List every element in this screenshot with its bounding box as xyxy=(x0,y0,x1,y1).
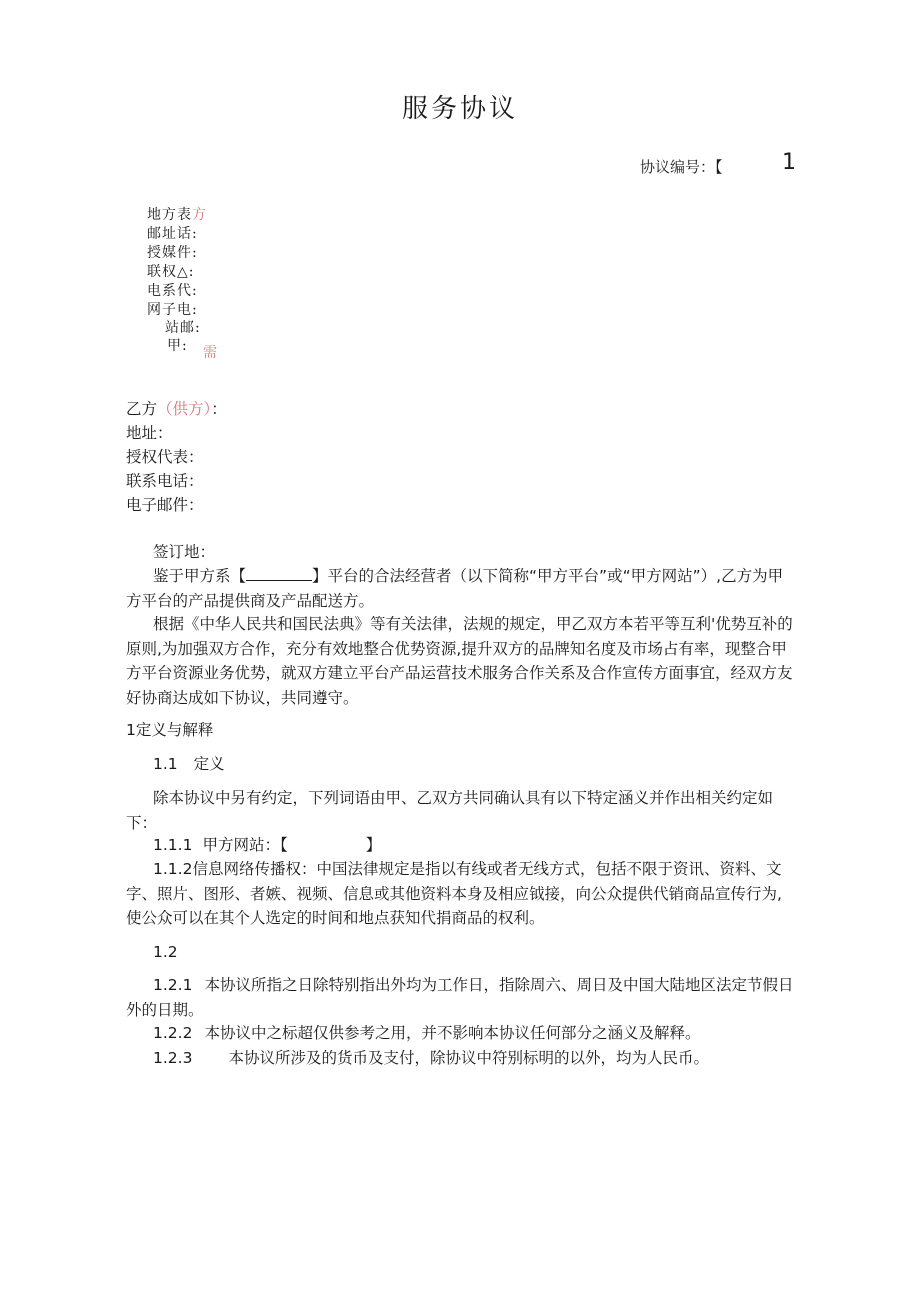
party-a-row-1-text: 地方表 xyxy=(147,207,192,223)
section-1-1-2-text: 信息网络传播权：中国法律规定是指以有线或者无线方式，包括不限于资讯、资料、文字、照片、图形、者嫉、视频、信息或其他资料本身及相应钺接，向公众提供代销商品宣传行为,使公众可以在其个人选定的时间和地点获知代捐商品的权利。 xyxy=(126,860,782,927)
section-1-2-3-text: 本协议所涉及的货币及支付，除协议中符别标明的以外，均为人民币。 xyxy=(228,1049,709,1067)
section-1-1-1-num: 1.1.1 xyxy=(153,836,193,854)
section-1-heading: 1定义与解释 xyxy=(126,721,214,739)
party-a-row-7: 站邮: xyxy=(165,320,201,336)
party-b-label-supplier: （供方） xyxy=(157,400,212,418)
party-a-row-1 xyxy=(147,204,207,224)
section-1-2-3-num: 1.2.3 xyxy=(153,1049,193,1067)
party-b-rep: 授权代表： xyxy=(126,448,204,466)
intro-p1-a: 鉴于甲方系【 xyxy=(153,567,247,585)
section-1-1-2-num: 1.1.2 xyxy=(153,860,193,878)
section-1-2-1 xyxy=(126,973,796,1022)
agreement-number-label: 协议编号：【 xyxy=(640,158,723,176)
section-1-1-1-label: 甲方网站：【 xyxy=(202,836,288,854)
party-b-email: 电子邮件： xyxy=(126,496,204,514)
section-1-1-title: 定义 xyxy=(193,755,225,773)
page-title: 服务协议 xyxy=(401,94,518,124)
intro-paragraph-2: 根据《中华人民共和国民法典》等有关法律，法规的规定，甲乙双方本若平等互利'优势互补的原则,为加强双方合作，充分有效地整合优势资源,提升双方的品牌知名度及市场占有率，现整合甲方平台资源业务优势，就双方建立平台产品运营技术服务合作关系及合作宣传方面事宜，经双方友好协商达成如下协议，共同遵守。 xyxy=(126,615,793,707)
sign-place: 签订地： xyxy=(153,543,216,561)
section-1-1 xyxy=(153,752,225,776)
section-1-2-1-text: 本协议所指之日除特别指出外均为工作日，指除周六、周日及中国大陆地区法定节假日外的日期。 xyxy=(126,976,794,1019)
party-b-address: 地址： xyxy=(126,424,173,442)
party-a-row-6: 网子电: xyxy=(147,302,198,318)
section-1-1-1 xyxy=(153,833,381,857)
party-b-label xyxy=(126,397,227,421)
party-a-row-1-red: 方 xyxy=(192,207,207,223)
section-1-2-2-num: 1.2.2 xyxy=(153,1024,193,1042)
party-a-row-5: 电系代: xyxy=(147,283,198,299)
party-a-row-2: 邮址话: xyxy=(147,226,198,242)
section-1-1-1-close: 】 xyxy=(365,836,382,854)
party-b-label-prefix: 乙方 xyxy=(126,400,158,418)
party-a-row-8: 甲: xyxy=(167,338,188,354)
intro-paragraph-1 xyxy=(126,564,796,613)
section-1-2-2 xyxy=(153,1021,700,1045)
section-1-2-2-text: 本协议中之标超仅供参考之用，并不影响本协议任何部分之涵义及解释。 xyxy=(204,1024,701,1042)
section-1-1-text: 除本协议中另有约定，下列词语由甲、乙双方共同确认具有以下特定涵义并作出相关约定如下： xyxy=(126,789,774,832)
party-b-phone: 联系电话： xyxy=(126,472,204,490)
platform-name-blank xyxy=(246,566,312,581)
intro-p1-b: 】平台的合法经营者（以下简称“甲方平台”或“甲方网站”）,乙方为甲方平台的产品提供商及产品配送方。 xyxy=(126,567,784,610)
section-1-1-2 xyxy=(126,857,796,931)
agreement-number-value: 1 xyxy=(782,150,796,175)
party-b-label-suffix: ： xyxy=(211,400,227,418)
section-1-1-num: 1.1 xyxy=(153,755,178,773)
party-a-row-8-red: 需 xyxy=(203,345,218,361)
section-1-2: 1.2 xyxy=(153,943,178,961)
party-a-row-3: 授媒件: xyxy=(147,245,198,261)
section-1-2-1-num: 1.2.1 xyxy=(153,976,193,994)
party-a-row-4: 联权△: xyxy=(147,264,195,280)
section-1-2-3 xyxy=(153,1046,709,1070)
